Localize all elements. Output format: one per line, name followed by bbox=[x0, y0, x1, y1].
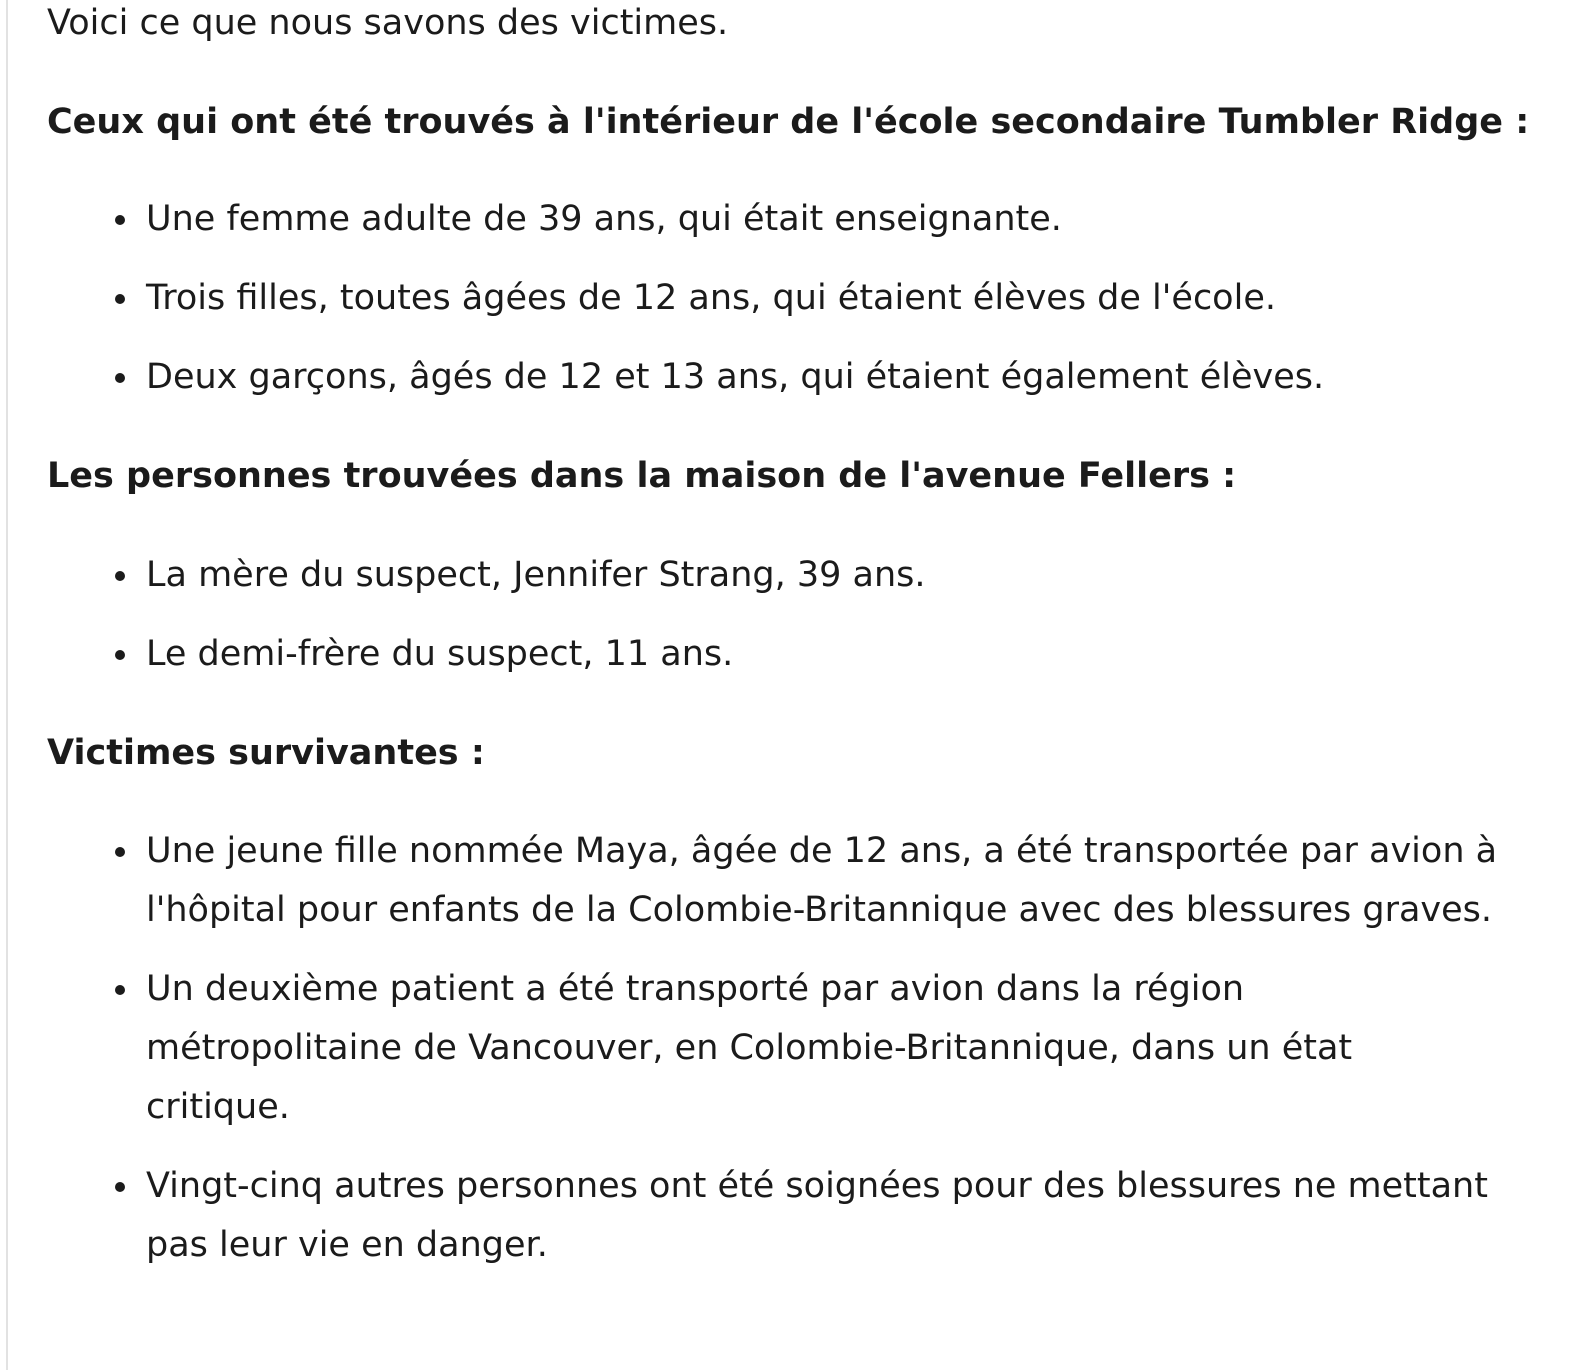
section-heading-survivors: Victimes survivantes : bbox=[47, 733, 485, 773]
intro-paragraph: Voici ce que nous savons des victimes. bbox=[47, 3, 729, 43]
list-item-text: Un deuxième patient a été transporté par avion dans la région métropolitaine de Vancouver, en Colombie-Britannique, dans un état critique. bbox=[146, 969, 1353, 1127]
section-heading-school: Ceux qui ont été trouvés à l'intérieur de l'école secondaire Tumbler Ridge : bbox=[47, 102, 1530, 142]
list-item-text: Une jeune fille nommée Maya, âgée de 12 ans, a été transportée par avion à l'hôpital pour enfants de la Colombie-Britannique avec des blessures graves. bbox=[146, 831, 1498, 930]
victim-list-survivors bbox=[47, 822, 1507, 1275]
list-item bbox=[47, 1157, 1507, 1275]
list-item-text: Trois filles, toutes âgées de 12 ans, qui étaient élèves de l'école. bbox=[146, 278, 1276, 318]
bullet-icon bbox=[115, 373, 125, 383]
bullet-icon bbox=[115, 571, 125, 581]
victim-list-house bbox=[47, 546, 1547, 684]
list-item bbox=[47, 960, 1507, 1137]
section-heading-house: Les personnes trouvées dans la maison de l'avenue Fellers : bbox=[47, 456, 1237, 496]
bullet-icon bbox=[115, 294, 125, 304]
list-item bbox=[47, 348, 1547, 407]
bullet-icon bbox=[115, 215, 125, 225]
list-item-text: Le demi-frère du suspect, 11 ans. bbox=[146, 634, 734, 674]
victim-list-school bbox=[47, 190, 1547, 407]
list-item-text: Deux garçons, âgés de 12 et 13 ans, qui étaient également élèves. bbox=[146, 357, 1325, 397]
bullet-icon bbox=[115, 985, 125, 995]
left-border-rule bbox=[6, 0, 8, 1370]
list-item bbox=[47, 190, 1547, 249]
list-item bbox=[47, 269, 1547, 328]
bullet-icon bbox=[115, 1182, 125, 1192]
list-item-text: Vingt-cinq autres personnes ont été soignées pour des blessures ne mettant pas leur vie en danger. bbox=[146, 1166, 1488, 1265]
list-item-text: La mère du suspect, Jennifer Strang, 39 ans. bbox=[146, 555, 926, 595]
bullet-icon bbox=[115, 847, 125, 857]
list-item bbox=[47, 625, 1547, 684]
list-item bbox=[47, 822, 1507, 940]
list-item-text: Une femme adulte de 39 ans, qui était enseignante. bbox=[146, 199, 1062, 239]
list-item bbox=[47, 546, 1547, 605]
bullet-icon bbox=[115, 650, 125, 660]
